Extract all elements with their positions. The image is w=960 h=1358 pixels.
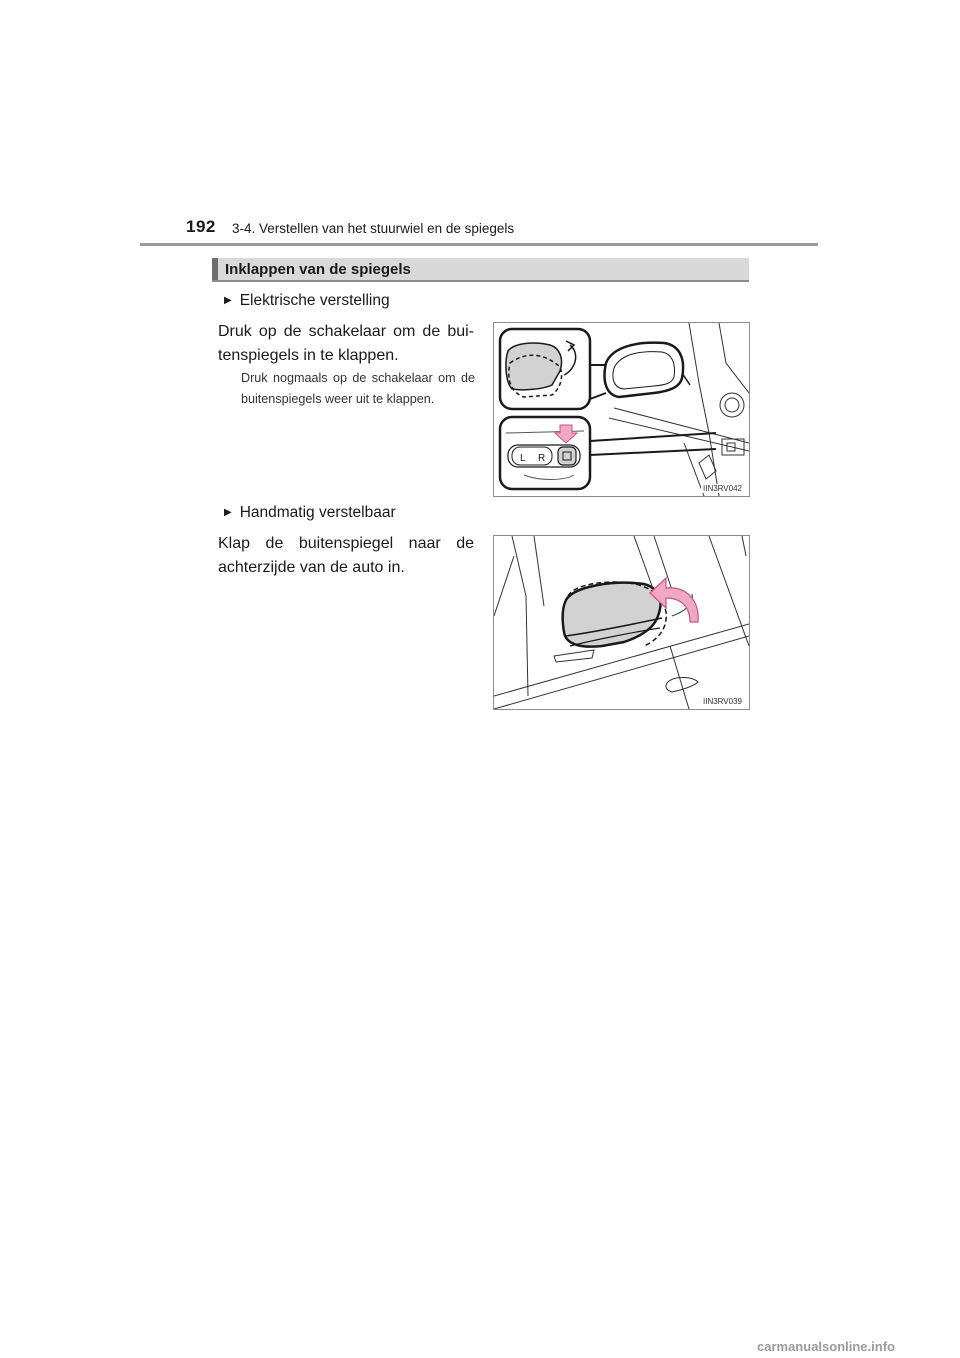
electric-heading bbox=[224, 292, 390, 310]
triangle-bullet-icon: ▶ bbox=[224, 507, 232, 518]
electric-heading-text: Elektrische verstelling bbox=[239, 292, 390, 309]
manual-mirror-illustration bbox=[494, 536, 749, 709]
figure-code: IIN3RV042 bbox=[703, 484, 742, 493]
header-divider bbox=[140, 243, 818, 246]
manual-heading bbox=[224, 504, 396, 522]
manual-heading-text: Handmatig verstelbaar bbox=[239, 504, 396, 521]
mirror-switch-illustration bbox=[494, 323, 749, 496]
electric-instruction: Druk op de schakelaar om de bui- tenspiegels in te klappen. bbox=[218, 323, 474, 364]
section-accent bbox=[212, 258, 218, 280]
figure-code: IIN3RV039 bbox=[703, 697, 742, 706]
electric-note: Druk nogmaals op de schakelaar om de buitenspiegels weer uit te klappen. bbox=[241, 371, 475, 406]
page-number: 192 bbox=[186, 217, 216, 236]
switch-right-label: R bbox=[538, 453, 546, 464]
manual-instruction: Klap de buitenspiegel naar de achterzijde van de auto in. bbox=[218, 535, 474, 576]
section-title: Inklappen van de spiegels bbox=[225, 261, 411, 278]
switch-left-label: L bbox=[520, 453, 526, 464]
running-header: 3-4. Verstellen van het stuurwiel en de spiegels bbox=[232, 221, 515, 236]
electric-fold-figure bbox=[493, 322, 750, 497]
section-heading-bar bbox=[212, 258, 749, 282]
triangle-bullet-icon: ▶ bbox=[224, 295, 232, 306]
manual-fold-figure bbox=[493, 535, 750, 710]
watermark: carmanualsonline.info bbox=[757, 1339, 895, 1354]
